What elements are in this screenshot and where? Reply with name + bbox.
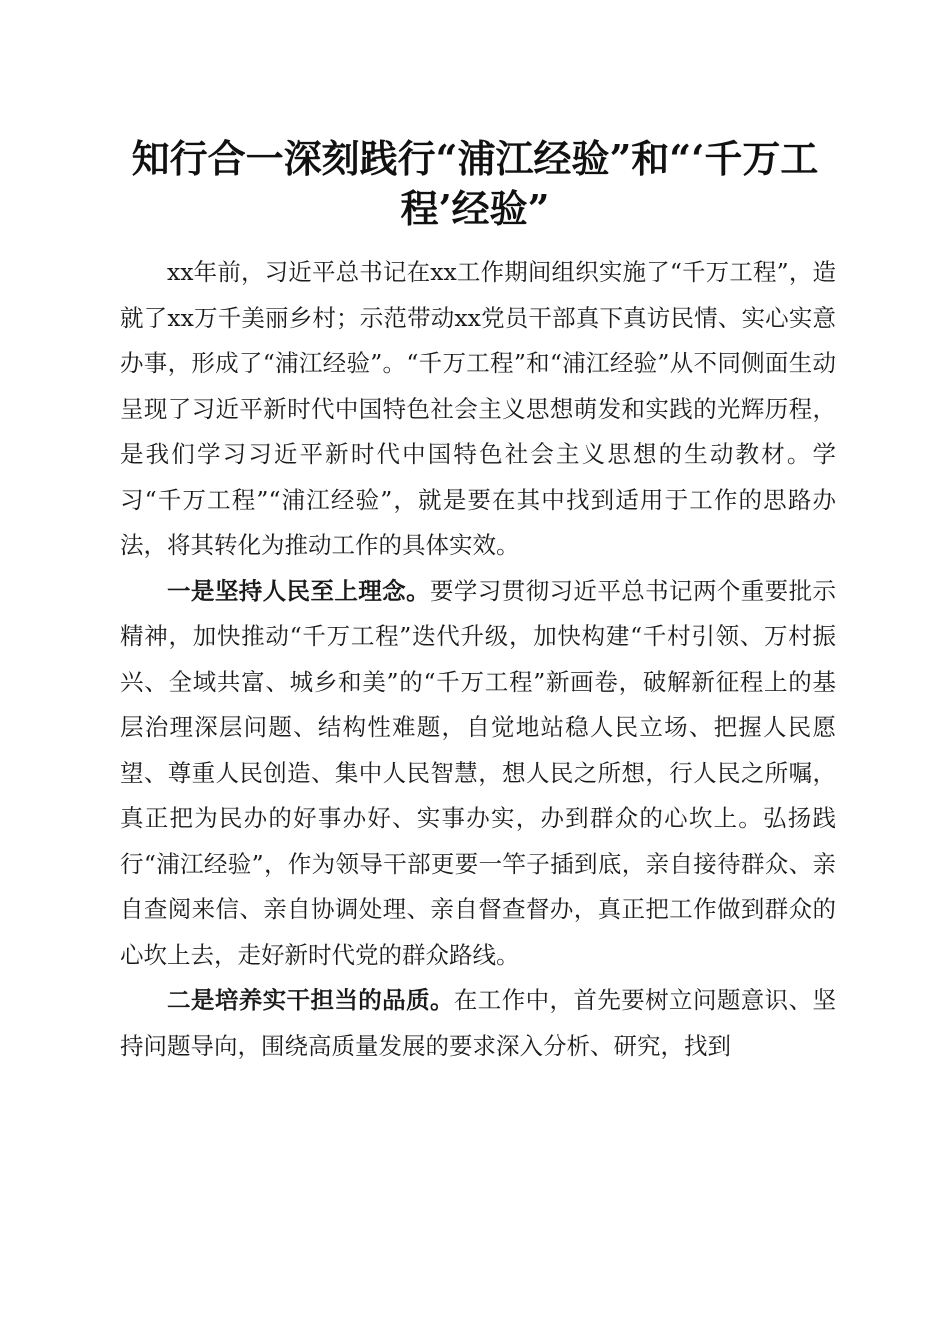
- document-body: [120, 250, 836, 1069]
- paragraph-lead: 一是坚持人民至上理念。: [167, 576, 430, 605]
- title-line-2: 程’经验”: [400, 186, 550, 231]
- title-line-1: 知行合一深刻践行“浦江经验”和“‘千万工: [131, 136, 819, 181]
- paragraph-text: 要学习贯彻习近平总书记两个重要批示精神，加快推动“千万工程”迭代升级，加快构建“千村引领、万村振兴、全域共富、城乡和美”的“千万工程”新画卷，破解新征程上的基层治理深层问题、结构性难题，自觉地站稳人民立场、把握人民愿望、尊重人民创造、集中人民智慧，想人民之所想，行人民之所嘱，真正把为民办的好事办好、实事办实，办到群众的心坎上。弘扬践行“浦江经验”，作为领导干部更要一竿子插到底，亲自接待群众、亲自查阅来信、亲自协调处理、亲自督查督办，真正把工作做到群众的心坎上去，走好新时代党的群众路线。: [120, 576, 837, 969]
- paragraph-point-1: [120, 569, 836, 979]
- paragraph-text: xx年前，习近平总书记在xx工作期间组织实施了“千万工程”，造就了xx万千美丽乡村；示范带动xx党员干部真下真访民情、实心实意办事，形成了“浦江经验”。“千万工程”和“浦江经验”从不同侧面生动呈现了习近平新时代中国特色社会主义思想萌发和实践的光辉历程，是我们学习习近平新时代中国特色社会主义思想的生动教材。学习“千万工程”“浦江经验”，就是要在其中找到适用于工作的思路办法，将其转化为推动工作的具体实效。: [120, 258, 836, 559]
- paragraph-text: 在工作中，首先要树立问题意识、坚持问题导向，围绕高质量发展的要求深入分析、研究，找到: [120, 986, 837, 1060]
- paragraph-lead: 二是培养实干担当的品质。: [167, 986, 454, 1014]
- paragraph-point-2: [120, 978, 836, 1069]
- document-title: [100, 134, 850, 234]
- paragraph-intro: [120, 250, 836, 569]
